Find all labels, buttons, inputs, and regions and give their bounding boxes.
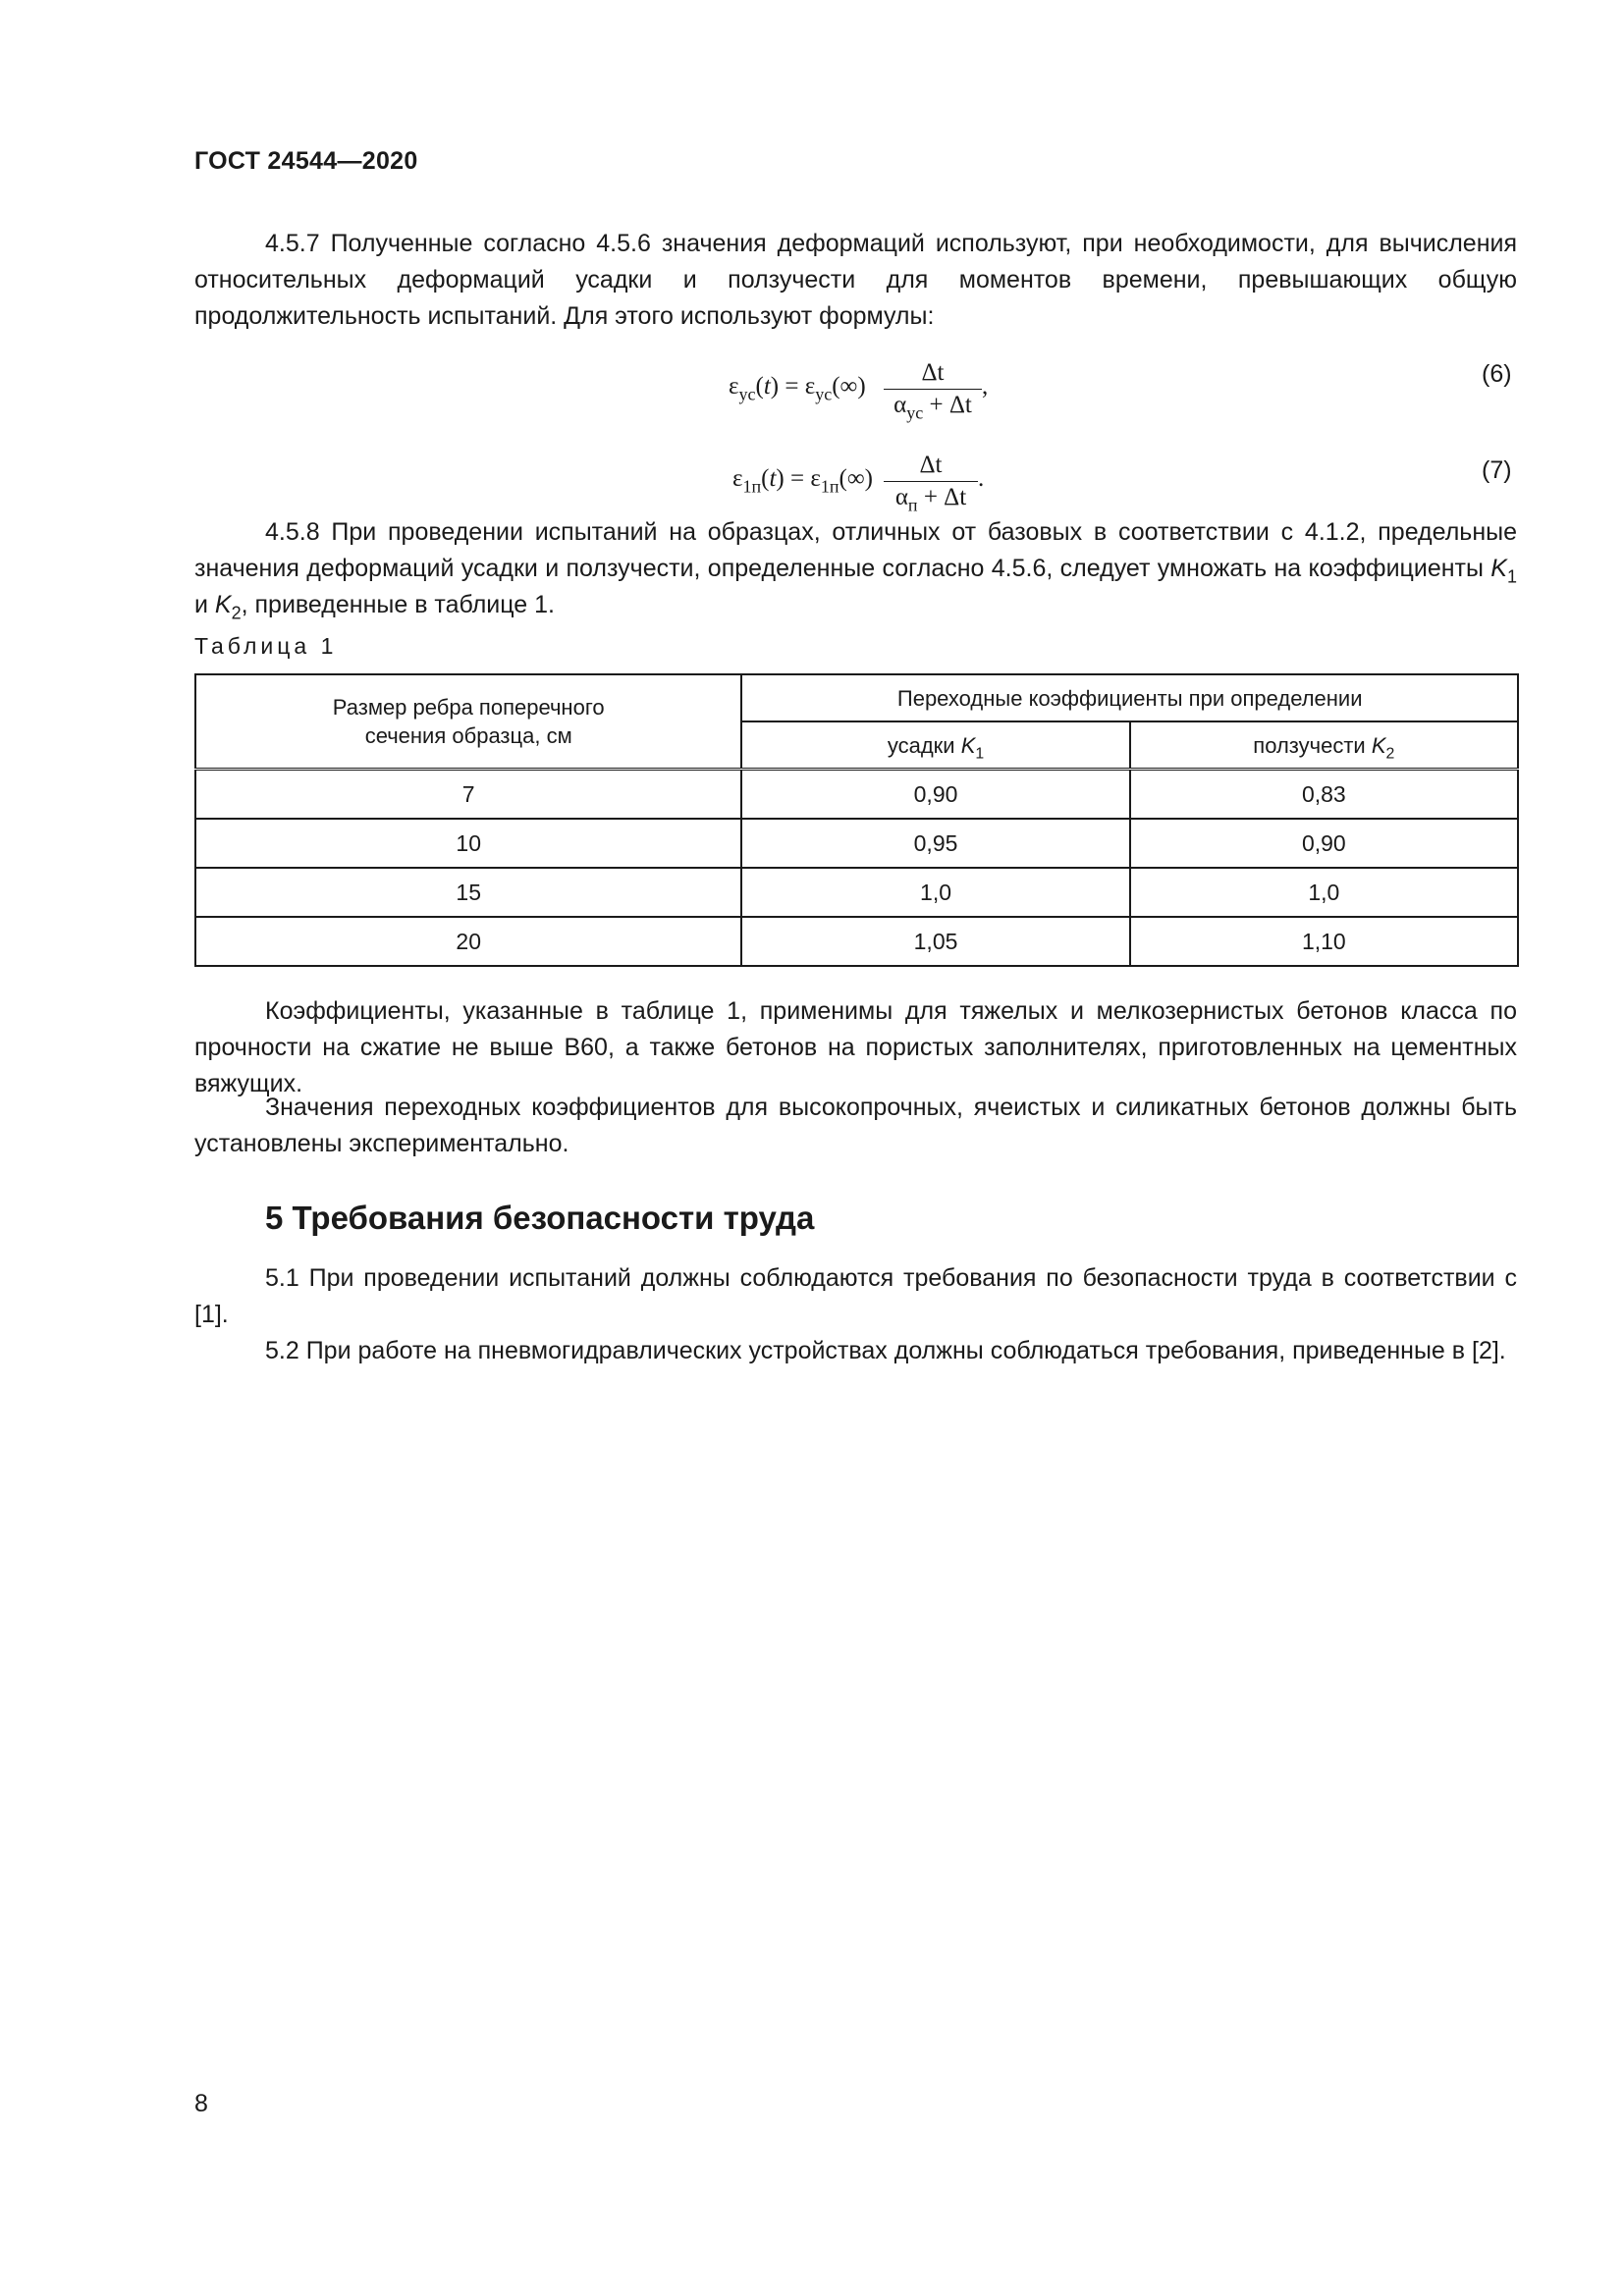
cell-k1: 1,0: [741, 868, 1129, 917]
cell-k2: 1,0: [1130, 868, 1518, 917]
table-caption: Таблица 1: [194, 633, 338, 659]
column-header-k2: ползучести $K_2$: [1130, 721, 1518, 770]
cell-size: 10: [195, 819, 741, 868]
cell-k1: 1,05: [741, 917, 1129, 966]
paragraph-4-5-7: 4.5.7 Полученные согласно 4.5.6 значения деформаций используют, при необходимости, для вычисления относительных деформаций усадки и ползучести для моментов времени, превышающих общую продолжительность испытаний. Для этого используют формулы:: [194, 230, 1517, 330]
cell-size: 15: [195, 868, 741, 917]
cell-size: 20: [195, 917, 741, 966]
cell-k2: 0,83: [1130, 770, 1518, 820]
column-header-group: Переходные коэффициенты при определении: [741, 674, 1518, 721]
formula-7: $\varepsilon_{1п}(t) = \varepsilon_{1п}(\infty)$ Δt $\alpha_п + \Delta t$ .: [732, 452, 985, 515]
paragraph-4-5-8: 4.5.8 При проведении испытаний на образцах, отличных от базовых в соответствии с 4.1.2, предельные значения деформаций усадки и ползучести, определенные согласно 4.5.6, следует умножать на коэффициенты $K_1$ и $K_2$, приведенные в таблице 1.: [194, 518, 1517, 623]
section-5-title: 5 Требования безопасности труда: [265, 1200, 815, 1236]
formula-7-fraction: Δt $\alpha_п + \Delta t$: [884, 452, 978, 511]
formula-7-number: (7): [1482, 456, 1512, 484]
cell-size: 7: [195, 770, 741, 820]
formula-6-fraction: Δt $\alpha_{ус} + \Delta t$: [884, 359, 982, 419]
table-row: [195, 917, 1518, 966]
cell-k2: 1,10: [1130, 917, 1518, 966]
table-row: [195, 770, 1518, 820]
cell-k1: 0,90: [741, 770, 1129, 820]
formula-7-lhs: $\varepsilon_{1п}(t) = \varepsilon_{1п}(\infty)$: [732, 465, 873, 497]
column-header-size: Размер ребра поперечного сечения образца, см: [195, 674, 741, 770]
column-header-k1: усадки $K_1$: [741, 721, 1129, 770]
table-row: [195, 819, 1518, 868]
formula-6: $\varepsilon_{ус}(t) = \varepsilon_{ус}(\infty)$ Δt $\alpha_{ус} + \Delta t$ ,: [729, 359, 989, 423]
formula-6-number: (6): [1482, 360, 1512, 388]
cell-k2: 0,90: [1130, 819, 1518, 868]
paragraph-5-1: 5.1 При проведении испытаний должны соблюдаются требования по безопасности труда в соответствии с [1].: [194, 1264, 1517, 1328]
document-id: ГОСТ 24544—2020: [194, 147, 418, 175]
table-row: [195, 868, 1518, 917]
table-note-experimental: Значения переходных коэффициентов для высокопрочных, ячеистых и силикатных бетонов должны быть установлены экспериментально.: [194, 1094, 1517, 1157]
page-number: 8: [194, 2090, 208, 2117]
table-note-applicability: Коэффициенты, указанные в таблице 1, применимы для тяжелых и мелкозернистых бетонов класса по прочности на сжатие не выше В60, а также бетонов на пористых заполнителях, приготовленных на цементных вяжущих.: [194, 997, 1517, 1097]
cell-k1: 0,95: [741, 819, 1129, 868]
coefficients-table: [194, 673, 1519, 967]
paragraph-5-2: 5.2 При работе на пневмогидравлических устройствах должны соблюдаться требования, приведенные в [2].: [265, 1337, 1506, 1364]
formula-6-lhs: $\varepsilon_{ус}(t) = \varepsilon_{ус}(\infty)$: [729, 373, 866, 404]
